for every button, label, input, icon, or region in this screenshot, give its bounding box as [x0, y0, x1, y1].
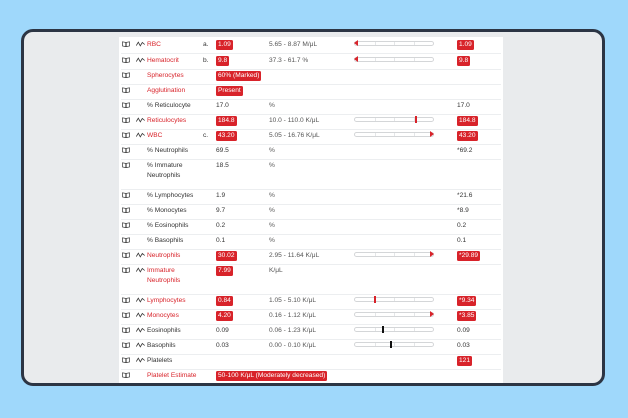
result-row: [119, 205, 503, 220]
reference-range: 37.3 - 61.7 %: [269, 57, 309, 64]
range-segment-divider: [375, 118, 376, 121]
above-range-arrow-icon: [430, 131, 434, 137]
range-segment-divider: [375, 328, 376, 331]
range-segment-divider: [375, 253, 376, 256]
range-marker: [374, 296, 376, 303]
range-segment-divider: [414, 42, 415, 45]
result-row: [119, 115, 503, 130]
previous-value: [457, 311, 476, 321]
abnormal-value-badge: 9.8: [218, 57, 228, 64]
abnormal-value-badge: 4.20: [218, 312, 231, 319]
reference-range: K/μL: [269, 267, 283, 274]
result-value: [216, 206, 225, 216]
result-row: [119, 325, 503, 340]
result-row: [119, 55, 503, 70]
range-segment-divider: [375, 343, 376, 346]
previous-abnormal-badge: 1.09: [459, 41, 472, 48]
result-row: [119, 100, 503, 115]
range-marker: [415, 116, 417, 123]
result-value: [216, 251, 237, 261]
book-icon[interactable]: [122, 117, 130, 123]
abnormal-value-badge: 0.84: [218, 297, 231, 304]
range-segment-divider: [394, 42, 395, 45]
test-name[interactable]: Hematocrit: [147, 57, 179, 64]
range-indicator-bar: [354, 117, 434, 122]
reference-range: %: [269, 102, 275, 109]
previous-text: 17.0: [457, 102, 470, 109]
previous-text: *21.6: [457, 192, 473, 199]
book-icon[interactable]: [122, 87, 130, 93]
abnormal-value-badge: 184.8: [218, 117, 235, 124]
value-text: 17.0: [216, 102, 229, 109]
reference-range: %: [269, 192, 275, 199]
book-icon[interactable]: [122, 237, 130, 243]
abnormal-value-badge: 50-100 K/μL (Moderately decreased): [218, 372, 326, 379]
result-row: [119, 70, 503, 85]
value-text: 1.9: [216, 192, 226, 199]
test-name: Eosinophils: [147, 327, 181, 334]
abnormal-value-badge: 1.09: [218, 41, 231, 48]
reference-range: 5.65 - 8.87 M/μL: [269, 41, 318, 48]
range-segment-divider: [394, 133, 395, 136]
book-icon[interactable]: [122, 327, 130, 333]
range-marker: [382, 326, 384, 333]
book-icon[interactable]: [122, 357, 130, 363]
previous-value: [457, 296, 476, 306]
previous-abnormal-badge: 184.8: [459, 117, 476, 124]
lab-results-panel: [119, 37, 503, 386]
trend-chart-icon[interactable]: [136, 252, 145, 258]
trend-chart-icon[interactable]: [136, 267, 145, 273]
result-row: [119, 190, 503, 205]
previous-abnormal-badge: 121: [459, 357, 471, 364]
range-segment-divider: [394, 118, 395, 121]
reference-range: 0.16 - 1.12 K/μL: [269, 312, 317, 319]
test-name[interactable]: Monocytes: [147, 312, 179, 319]
range-segment-divider: [375, 58, 376, 61]
result-value: [216, 131, 237, 141]
previous-abnormal-badge: *29.89: [459, 252, 479, 259]
previous-value: [457, 146, 472, 156]
result-value: [216, 101, 229, 111]
value-text: 9.7: [216, 207, 226, 214]
reference-range: 5.05 - 16.76 K/μL: [269, 132, 320, 139]
result-value: [216, 326, 229, 336]
book-icon[interactable]: [122, 147, 130, 153]
range-segment-divider: [375, 313, 376, 316]
range-segment-divider: [375, 42, 376, 45]
previous-text: *69.2: [457, 147, 473, 154]
previous-value: [457, 356, 472, 366]
result-row: [119, 295, 503, 310]
result-row: [119, 39, 503, 54]
value-text: 0.1: [216, 237, 226, 244]
book-icon[interactable]: [122, 342, 130, 348]
book-icon[interactable]: [122, 207, 130, 213]
test-name[interactable]: Lymphocytes: [147, 297, 186, 304]
range-segment-divider: [394, 58, 395, 61]
test-name[interactable]: Reticulocytes: [147, 117, 187, 124]
range-segment-divider: [414, 133, 415, 136]
abnormal-value-badge: 30.02: [218, 252, 235, 259]
reference-range: %: [269, 147, 275, 154]
trend-chart-icon[interactable]: [136, 117, 145, 123]
previous-text: 0.2: [457, 222, 467, 229]
result-value: [216, 191, 225, 201]
result-value: [216, 40, 233, 50]
range-segment-divider: [414, 58, 415, 61]
book-icon[interactable]: [122, 41, 130, 47]
book-icon[interactable]: [122, 372, 130, 378]
test-name: % Eosinophils: [147, 222, 189, 229]
previous-value: [457, 326, 470, 336]
footnote-flag[interactable]: b.: [203, 57, 209, 64]
trend-chart-icon[interactable]: [136, 41, 145, 47]
trend-chart-icon[interactable]: [136, 327, 145, 333]
reference-range: %: [269, 222, 275, 229]
book-icon[interactable]: [122, 252, 130, 258]
value-text: 69.5: [216, 147, 229, 154]
below-range-arrow-icon: [354, 40, 358, 46]
range-segment-divider: [414, 253, 415, 256]
test-name: Basophils: [147, 342, 176, 349]
reference-range: 0.06 - 1.23 K/μL: [269, 327, 317, 334]
trend-chart-icon[interactable]: [136, 357, 145, 363]
result-row: [119, 310, 503, 325]
test-name: % Lymphocytes: [147, 192, 194, 199]
range-segment-divider: [394, 253, 395, 256]
book-icon[interactable]: [122, 222, 130, 228]
result-value: [216, 161, 229, 171]
reference-range: 1.05 - 5.10 K/μL: [269, 297, 317, 304]
range-segment-divider: [394, 298, 395, 301]
footnote-flag[interactable]: c.: [203, 132, 209, 139]
result-value: [216, 296, 233, 306]
test-name[interactable]: Neutrophils: [147, 252, 181, 259]
previous-abnormal-badge: 43.20: [459, 132, 476, 139]
book-icon[interactable]: [122, 72, 130, 78]
value-text: 18.5: [216, 162, 229, 169]
abnormal-value-badge: Present: [218, 87, 241, 94]
test-name[interactable]: Immature Neutrophils: [147, 267, 181, 284]
result-value: [216, 146, 229, 156]
trend-chart-icon[interactable]: [136, 57, 145, 63]
book-icon[interactable]: [122, 192, 130, 198]
result-value: [216, 116, 237, 126]
below-range-arrow-icon: [354, 56, 358, 62]
result-value: [216, 371, 327, 381]
previous-abnormal-badge: *9.34: [459, 297, 475, 304]
previous-value: [457, 191, 472, 201]
result-row: [119, 340, 503, 355]
range-segment-divider: [414, 313, 415, 316]
previous-value: [457, 131, 478, 141]
previous-value: [457, 206, 469, 216]
range-segment-divider: [375, 133, 376, 136]
previous-value: [457, 251, 480, 261]
reference-range: 0.00 - 0.10 K/μL: [269, 342, 317, 349]
range-indicator-bar: [354, 57, 434, 62]
value-text: 0.03: [216, 342, 229, 349]
result-row: [119, 250, 503, 265]
previous-text: 0.1: [457, 237, 467, 244]
range-indicator-bar: [354, 342, 434, 347]
book-icon[interactable]: [122, 162, 130, 168]
previous-value: [457, 236, 466, 246]
abnormal-value-badge: 43.20: [218, 132, 235, 139]
reference-range: %: [269, 162, 275, 169]
range-segment-divider: [414, 328, 415, 331]
range-indicator-bar: [354, 327, 434, 332]
above-range-arrow-icon: [430, 251, 434, 257]
result-row: [119, 160, 503, 190]
test-name[interactable]: RBC: [147, 41, 161, 48]
test-name: % Neutrophils: [147, 147, 189, 154]
result-value: [216, 266, 233, 276]
previous-text: *8.9: [457, 207, 469, 214]
range-segment-divider: [394, 313, 395, 316]
range-indicator-bar: [354, 132, 434, 137]
range-segment-divider: [394, 328, 395, 331]
book-icon[interactable]: [122, 312, 130, 318]
previous-value: [457, 116, 478, 126]
test-name[interactable]: WBC: [147, 132, 163, 139]
result-value: [216, 221, 225, 231]
value-text: 0.2: [216, 222, 226, 229]
range-segment-divider: [394, 343, 395, 346]
previous-abnormal-badge: *3.85: [459, 312, 475, 319]
abnormal-value-badge: 7.99: [218, 267, 231, 274]
trend-chart-icon[interactable]: [136, 342, 145, 348]
above-range-arrow-icon: [430, 311, 434, 317]
range-indicator-bar: [354, 41, 434, 46]
result-row: [119, 145, 503, 160]
book-icon[interactable]: [122, 297, 130, 303]
footnote-flag[interactable]: a.: [203, 41, 209, 48]
reference-range: 2.95 - 11.64 K/μL: [269, 252, 320, 259]
range-marker: [390, 341, 392, 348]
result-row: [119, 265, 503, 295]
result-row: [119, 220, 503, 235]
result-row: [119, 355, 503, 370]
trend-chart-icon[interactable]: [136, 297, 145, 303]
test-name[interactable]: Spherocytes: [147, 72, 184, 79]
trend-chart-icon[interactable]: [136, 312, 145, 318]
range-indicator-bar: [354, 297, 434, 302]
range-indicator-bar: [354, 252, 434, 257]
test-name: % Immature Neutrophils: [147, 162, 183, 179]
app-window: [21, 29, 605, 386]
trend-chart-icon[interactable]: [136, 132, 145, 138]
reference-range: %: [269, 207, 275, 214]
result-value: [216, 311, 233, 321]
result-value: [216, 236, 225, 246]
test-name: % Reticulocyte: [147, 102, 191, 109]
previous-value: [457, 40, 474, 50]
result-row: [119, 85, 503, 100]
previous-value: [457, 341, 470, 351]
result-value: [216, 86, 243, 96]
reference-range: %: [269, 237, 275, 244]
test-name[interactable]: Agglutination: [147, 87, 186, 94]
previous-value: [457, 101, 470, 111]
book-icon[interactable]: [122, 57, 130, 63]
previous-abnormal-badge: 9.8: [459, 57, 469, 64]
previous-value: [457, 221, 466, 231]
result-row: [119, 235, 503, 250]
value-text: 0.09: [216, 327, 229, 334]
previous-value: [457, 56, 470, 66]
range-segment-divider: [414, 343, 415, 346]
book-icon[interactable]: [122, 102, 130, 108]
range-segment-divider: [414, 298, 415, 301]
result-row: [119, 130, 503, 145]
result-value: [216, 341, 229, 351]
test-name: % Basophils: [147, 237, 184, 244]
result-row: [119, 370, 503, 385]
book-icon[interactable]: [122, 132, 130, 138]
result-value: [216, 56, 229, 66]
reference-range: 10.0 - 110.0 K/μL: [269, 117, 320, 124]
range-indicator-bar: [354, 312, 434, 317]
previous-text: 0.03: [457, 342, 470, 349]
previous-text: 0.09: [457, 327, 470, 334]
result-value: [216, 71, 261, 81]
abnormal-value-badge: 60% (Marked): [218, 72, 260, 79]
book-icon[interactable]: [122, 267, 130, 273]
test-name: % Monocytes: [147, 207, 187, 214]
test-name[interactable]: Platelet Estimate: [147, 372, 197, 379]
test-name: Platelets: [147, 357, 173, 364]
